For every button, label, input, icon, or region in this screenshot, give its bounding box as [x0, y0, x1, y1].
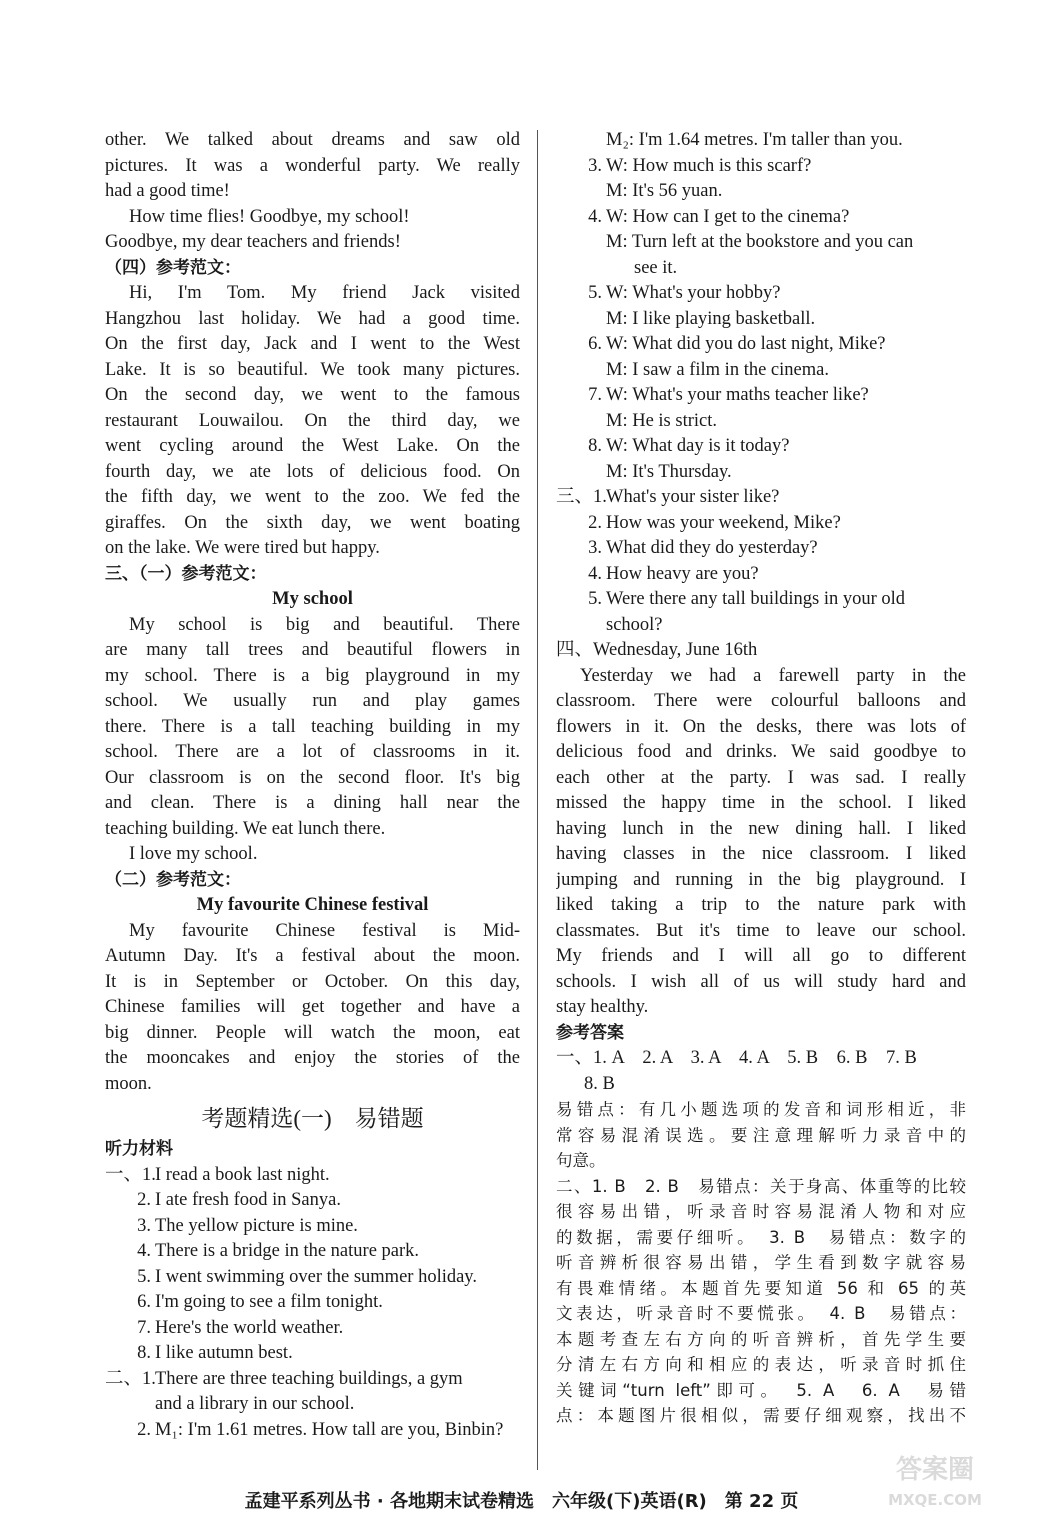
- dialog-line: [556, 460, 966, 486]
- question-item: [556, 587, 966, 613]
- text-line: teaching building. We eat lunch there.: [105, 818, 386, 839]
- item-number: 2.: [588, 512, 602, 533]
- item-text: W: What's your maths teacher like?: [606, 385, 869, 405]
- text-line: other. We talked about dreams and saw old: [105, 130, 520, 150]
- listening-item: [105, 1290, 520, 1316]
- text-line: Our classroom is on the second floor. It's big: [105, 767, 520, 788]
- item-text: school?: [606, 614, 663, 635]
- text-line: 三、（一）参考范文：: [105, 563, 267, 584]
- item-text: W: How much is this scarf?: [606, 155, 812, 176]
- item-text: The yellow picture is mine.: [155, 1215, 358, 1236]
- text-line: moon.: [105, 1073, 152, 1094]
- dialog-line: [556, 409, 966, 435]
- item-number: 2.: [137, 1419, 151, 1440]
- item-text: see it.: [634, 257, 678, 278]
- diary-line: liked taking a trip to the nature park with: [556, 895, 966, 915]
- diary-line: stay healthy.: [556, 997, 649, 1017]
- item-number: 5.: [588, 283, 602, 303]
- item-number: 6.: [137, 1292, 151, 1312]
- diary-line: My friends and I will all go to different: [556, 946, 966, 966]
- answer-line: 一、1. A 2. A 3. A 4. A 5. B 6. B 7. B: [556, 1048, 917, 1068]
- listening-item: [105, 1392, 520, 1418]
- answer-line: 常容易混淆误选。要注意理解听力录音中的: [556, 1125, 966, 1145]
- item-text: I ate fresh food in Sanya.: [155, 1190, 341, 1210]
- text-line: fourth day, we ate lots of delicious food. On: [105, 461, 520, 482]
- text-line: big dinner. People will watch the moon, eat: [105, 1022, 520, 1043]
- item-text: and a library in our school.: [155, 1394, 355, 1414]
- item-text: I went swimming over the summer holiday.: [155, 1266, 477, 1287]
- text-line: pictures. It was a wonderful party. We really: [105, 155, 520, 176]
- text-line: My favourite Chinese festival: [196, 895, 429, 915]
- item-number: 7.: [588, 385, 602, 405]
- item-number: 二、1.: [105, 1368, 156, 1389]
- diary-line: Yesterday we had a farewell party in the: [580, 665, 966, 686]
- text-line: My favourite Chinese festival is Mid-: [129, 920, 520, 941]
- left-column: [105, 128, 520, 1443]
- watermark-logo: [860, 1455, 1010, 1515]
- dialog-line: [556, 434, 966, 460]
- answer-line: 关键词“turn left”即可。 5. A 6. A 易错: [556, 1380, 966, 1400]
- answer-line: 句意。: [556, 1151, 606, 1170]
- listening-item: [105, 1367, 520, 1393]
- dialog-line: [556, 281, 966, 307]
- item-number: 6.: [588, 334, 602, 354]
- item-text: I like autumn best.: [155, 1343, 293, 1363]
- item-text: M: He is strict.: [606, 410, 717, 431]
- text-line: Hi, I'm Tom. My friend Jack visited: [129, 283, 520, 303]
- listening-item: [105, 1418, 520, 1444]
- text-line: Autumn Day. It's a festival about the moon.: [105, 946, 520, 966]
- text-line: on the lake. We were tired but happy.: [105, 538, 380, 558]
- answer-line: 分清左右方向和相应的表达，听录音时抓住: [556, 1355, 966, 1374]
- item-text: M: I saw a film in the cinema.: [606, 359, 829, 380]
- dialog-line: [556, 307, 966, 333]
- item-text: I read a book last night.: [155, 1164, 330, 1185]
- dialog-line: [556, 154, 966, 180]
- question-item: [556, 613, 966, 639]
- text-line: school. There are a lot of classrooms in it.: [105, 742, 520, 762]
- text-line: there. There is a tall teaching building in my: [105, 716, 520, 737]
- answer-line: 8. B: [584, 1073, 615, 1094]
- text-line: school. We usually run and play games: [105, 691, 520, 711]
- diary-line: schools. I wish all of us will study hard and: [556, 971, 966, 992]
- item-number: 一、1.: [105, 1164, 156, 1185]
- item-text: W: What day is it today?: [606, 436, 790, 456]
- text-line: Chinese families will get together and have a: [105, 997, 520, 1017]
- diary-line: delicious food and drinks. We said goodbye to: [556, 742, 966, 762]
- dialog-line: [556, 358, 966, 384]
- dialog-line: [556, 205, 966, 231]
- listening-item: [105, 1239, 520, 1265]
- answer-line: 的数据，需要仔细听。 3. B 易错点：数字的: [556, 1227, 966, 1247]
- watermark-bottom: MXQE.COM: [888, 1491, 982, 1509]
- item-number: 7.: [137, 1317, 151, 1338]
- item-text: Were there any tall buildings in your old: [606, 589, 906, 609]
- text-line: On the first day, Jack and I went to the West: [105, 334, 520, 354]
- item-text: How was your weekend, Mike?: [606, 512, 841, 533]
- answer-line: 听音辨析很容易出错，学生看到数字就容易: [556, 1253, 966, 1272]
- dialog-line: [556, 230, 966, 256]
- dialog-line: [556, 383, 966, 409]
- text-line: On the second day, we went to the famous: [105, 385, 520, 405]
- dialog-line: [556, 179, 966, 205]
- item-number: 5.: [137, 1266, 151, 1287]
- question-item: [556, 536, 966, 562]
- answer-line: 有畏难情绪。本题首先要知道 56 和 65 的英: [556, 1278, 966, 1298]
- listening-item: [105, 1341, 520, 1367]
- item-text: W: What did you do last night, Mike?: [606, 334, 886, 354]
- text-line: my school. There is a big playground in my: [105, 665, 520, 686]
- text-line: （二）参考范文：: [105, 869, 241, 890]
- item-text: How heavy are you?: [606, 563, 759, 584]
- listening-item: [105, 1214, 520, 1240]
- column-divider: [537, 130, 538, 1470]
- answers-label: 参考答案: [556, 1022, 624, 1043]
- text-line: the fifth day, we went to the zoo. We fed the: [105, 487, 520, 507]
- answer-line: 二、1. B 2. B 易错点：关于身高、体重等的比较: [556, 1176, 966, 1196]
- text-line: had a good time!: [105, 181, 230, 201]
- item-number: 4.: [137, 1241, 151, 1261]
- item-text: I'm going to see a film tonight.: [155, 1292, 383, 1312]
- item-text: W: What's your hobby?: [606, 283, 781, 303]
- dialog-line: [556, 256, 966, 282]
- diary-line: having lunch in the new dining hall. I liked: [556, 818, 966, 839]
- item-text: M: Turn left at the bookstore and you can: [606, 232, 914, 252]
- item-text: M₂: I'm 1.64 metres. I'm taller than you.: [606, 130, 903, 150]
- diary-line: jumping and running in the big playground. I: [556, 869, 966, 890]
- text-line: How time flies! Goodbye, my school!: [129, 206, 410, 227]
- text-line: went cycling around the West Lake. On the: [105, 436, 520, 456]
- answer-line: 易错点：有几小题选项的发音和词形相近，非: [556, 1100, 966, 1119]
- item-number: 4.: [588, 206, 602, 227]
- diary-line: flowers in it. On the desks, there was lots of: [556, 716, 966, 737]
- listening-item: [105, 1163, 520, 1189]
- diary-line: each other at the party. I was sad. I really: [556, 767, 966, 788]
- diary-date: 四、Wednesday, June 16th: [556, 640, 758, 660]
- question-item: [556, 511, 966, 537]
- item-number: 8.: [137, 1343, 151, 1363]
- item-number: 3.: [588, 155, 602, 176]
- item-text: Here's the world weather.: [155, 1317, 344, 1338]
- text-line: restaurant Louwailou. On the third day, we: [105, 410, 520, 431]
- right-column: [556, 128, 966, 1429]
- item-text: There are three teaching buildings, a gym: [155, 1368, 463, 1389]
- text-line: and clean. There is a dining hall near the: [105, 793, 520, 813]
- answer-line: 本题考查左右方向的听音辨析，首先学生要: [556, 1329, 966, 1349]
- question-item: [556, 562, 966, 588]
- page-footer: 孟建平系列丛书 · 各地期末试卷精选 六年级(下)英语(R) 第 22 页: [244, 1491, 799, 1512]
- dialog-line: [556, 332, 966, 358]
- item-number: 5.: [588, 589, 602, 609]
- text-line: I love my school.: [129, 844, 258, 864]
- watermark-top: 答案圈: [895, 1455, 974, 1485]
- section-title: 考题精选(一) 易错题: [201, 1106, 424, 1131]
- diary-line: missed the happy time in the school. I liked: [556, 793, 966, 813]
- answer-line: 文表达，听录音时不要慌张。 4. B 易错点：: [556, 1304, 966, 1323]
- listening-item: [105, 1316, 520, 1342]
- diary-line: having classes in the nice classroom. I liked: [556, 844, 966, 864]
- item-number: 3.: [588, 538, 602, 558]
- listening-item: [105, 1265, 520, 1291]
- item-number: 4.: [588, 563, 602, 584]
- text-line: （四）参考范文：: [105, 257, 241, 278]
- item-number: 2.: [137, 1190, 151, 1210]
- text-line: giraffes. On the sixth day, we went boating: [105, 512, 520, 533]
- text-line: My school is big and beautiful. There: [129, 614, 520, 635]
- listening-item: [105, 1188, 520, 1214]
- text-line: It is in September or October. On this day,: [105, 971, 520, 992]
- diary-line: classmates. But it's time to leave our school.: [556, 920, 966, 941]
- text-line: Goodbye, my dear teachers and friends!: [105, 232, 401, 252]
- listening-label: 听力材料: [105, 1139, 173, 1159]
- item-text: What's your sister like?: [606, 487, 780, 507]
- answer-line: 点：本题图片很相似，需要仔细观察，找出不: [556, 1406, 966, 1425]
- dialog-line: [556, 128, 966, 154]
- text-line: the mooncakes and enjoy the stories of the: [105, 1048, 520, 1068]
- text-line: are many tall trees and beautiful flowers in: [105, 640, 520, 660]
- answer-line: 很容易出错，听录音时容易混淆人物和对应: [556, 1202, 966, 1221]
- item-text: M: It's Thursday.: [606, 461, 732, 482]
- text-line: My school: [272, 589, 353, 609]
- text-line: Hangzhou last holiday. We had a good time.: [105, 308, 520, 329]
- item-text: M₁: I'm 1.61 metres. How tall are you, Binbin?: [155, 1419, 504, 1440]
- question-item: [556, 485, 966, 511]
- text-line: Lake. It is so beautiful. We took many pictures.: [105, 359, 520, 380]
- item-text: What did they do yesterday?: [606, 538, 818, 558]
- diary-line: classroom. There were colourful balloons and: [556, 691, 966, 711]
- item-text: W: How can I get to the cinema?: [606, 206, 850, 227]
- item-number: 三、1.: [556, 487, 607, 507]
- item-text: M: I like playing basketball.: [606, 308, 816, 329]
- item-text: M: It's 56 yuan.: [606, 181, 723, 201]
- item-number: 8.: [588, 436, 602, 456]
- item-number: 3.: [137, 1215, 151, 1236]
- item-text: There is a bridge in the nature park.: [155, 1241, 420, 1261]
